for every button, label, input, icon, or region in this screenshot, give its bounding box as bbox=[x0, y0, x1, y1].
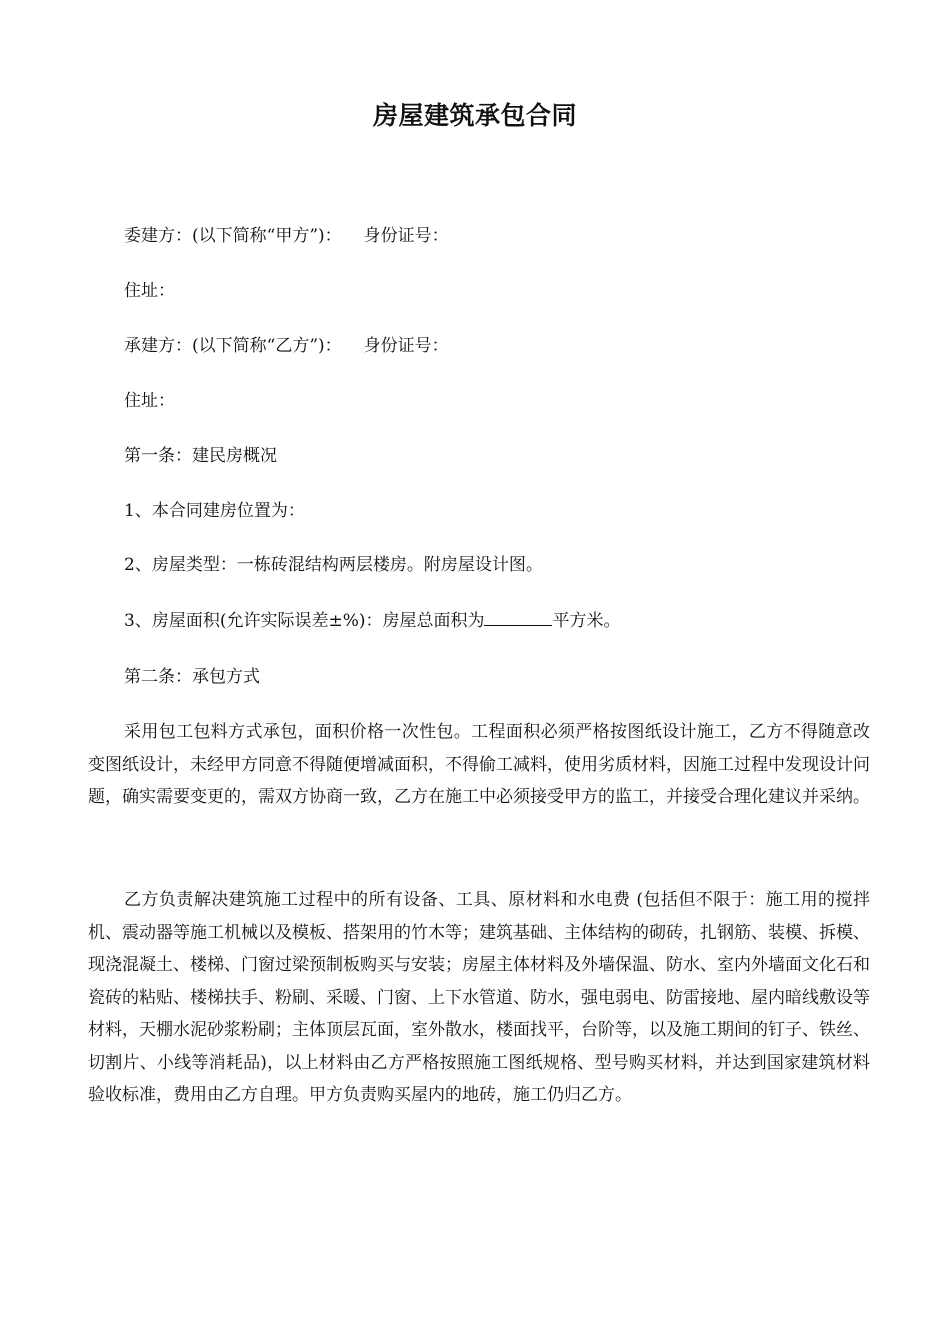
party-b-label: 承建方：(以下简称“乙方”)： bbox=[124, 336, 342, 356]
document-title: 房屋建筑承包合同 bbox=[372, 101, 577, 130]
party-b-line bbox=[124, 333, 449, 359]
article1-item1: 1、本合同建房位置为： bbox=[124, 501, 305, 521]
party-a-address: 住址： bbox=[124, 281, 175, 301]
article1-heading: 第一条：建民房概况 bbox=[124, 446, 277, 466]
article2-heading: 第二条：承包方式 bbox=[124, 667, 260, 687]
area-text-before: 3、房屋面积(允许实际误差±%)：房屋总面积为 bbox=[124, 611, 485, 631]
party-a-label: 委建方：(以下简称“甲方”)： bbox=[124, 226, 342, 246]
article1-item2: 2、房屋类型：一栋砖混结构两层楼房。附房屋设计图。 bbox=[124, 555, 543, 575]
area-text-after: 平方米。 bbox=[552, 611, 621, 631]
area-blank bbox=[484, 607, 552, 626]
article2-paragraph1: 采用包工包料方式承包，面积价格一次性包。工程面积必须严格按图纸设计施工，乙方不得随意改变图纸设计，未经甲方同意不得随便增减面积，不得偷工减料，使用劣质材料，因施工过程中发现设计问题，确实需要变更的，需双方协商一致，乙方在施工中必须接受甲方的监工，并接受合理化建议并采纳。 bbox=[88, 722, 870, 807]
party-b-address: 住址： bbox=[124, 391, 175, 411]
article2-paragraph2: 乙方负责解决建筑施工过程中的所有设备、工具、原材料和水电费 (包括但不限于：施工用的搅拌机、震动器等施工机械以及模板、搭架用的竹木等；建筑基础、主体结构的砌砖，扎钢筋、装模、拆模、现浇混凝土、楼梯、门窗过梁预制板购买与安装；房屋主体材料及外墙保温、防水、室内外墙面文化石和瓷砖的粘贴、楼梯扶手、粉刷、采暖、门窗、上下水管道、防水，强电弱电、防雷接地、屋内暗线敷设等材料，天棚水泥砂浆粉刷；主体顶层瓦面，室外散水，楼面找平，台阶等，以及施工期间的钉子、铁丝、切割片、小线等消耗品)，以上材料由乙方严格按照施工图纸规格、型号购买材料，并达到国家建筑材料验收标准，费用由乙方自理。甲方负责购买屋内的地砖，施工仍归乙方。 bbox=[88, 890, 870, 1105]
party-a-line bbox=[124, 223, 449, 249]
party-a-id-label: 身份证号： bbox=[363, 226, 449, 246]
party-b-id-label: 身份证号： bbox=[363, 336, 449, 356]
article1-item3 bbox=[124, 607, 620, 634]
